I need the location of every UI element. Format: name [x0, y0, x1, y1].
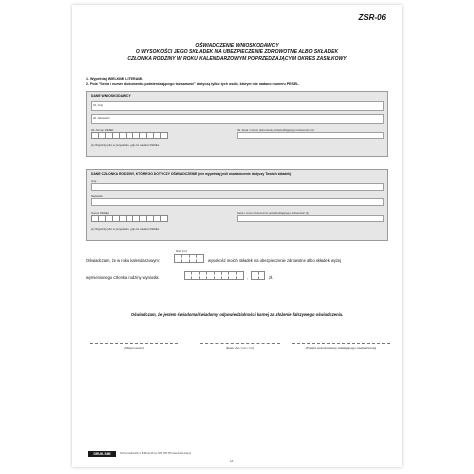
family-id-doc-label: Seria i numer dokumentu potwierdzającego tożsamość (1) [237, 211, 310, 215]
instruction-2: 2. Pola "Seria i numer dokumentu potwierdzającego tożsamość" dotyczą tylko tych osób, którym nie nadano numeru PESEL. [86, 82, 300, 86]
title-line-1: OŚWIADCZENIE WNIOSKODAWCY [195, 43, 279, 49]
family-first-name-field[interactable] [91, 183, 384, 191]
applicant-surname-label: 02. Nazwisko [93, 115, 110, 120]
applicant-first-name-field[interactable] [91, 101, 384, 111]
place-line[interactable] [90, 343, 178, 344]
currency-label: zł. [269, 275, 274, 280]
applicant-section [86, 91, 388, 157]
signature-label: (Podpis wnioskodawcy składającego oświadczenie) [305, 346, 377, 350]
publisher-logo: DRUK-SIM [88, 451, 116, 457]
year-label: Rok (rrrr) [176, 249, 188, 253]
form-page [72, 5, 402, 467]
comma-separator: , [247, 275, 249, 280]
applicant-pesel-label: 03. Numer PESEL [91, 128, 114, 132]
family-surname-field[interactable] [91, 198, 384, 206]
signature-line[interactable] [292, 343, 390, 344]
year-input[interactable] [174, 254, 204, 263]
page-number: 1/1 [230, 460, 234, 463]
form-title [72, 43, 402, 62]
date-label: (Data: dd / mm / rrrr) [225, 346, 255, 350]
family-section-title: DANE CZŁONKA RODZINY, KTÓREGO DOTYCZY OŚWIADCZENIE (nie wypełniaj jeśli oświadczenie dotyczy Twoich składek) [91, 172, 292, 176]
applicant-id-doc-field[interactable] [237, 132, 384, 139]
applicant-section-title: DANE WNIOSKODAWCY [91, 94, 131, 98]
date-line[interactable] [200, 343, 280, 344]
liability-statement: Oświadczam, że jestem świadoma/świadomy odpowiedzialności karnej za złożenie fałszywego oświadczenia. [130, 312, 344, 317]
amount-cents-input[interactable] [251, 271, 265, 280]
instruction-1: 1. Wypełniaj WIELKIMI LITERAMI. [86, 77, 144, 81]
family-pesel-label: Numer PESEL [91, 211, 110, 215]
applicant-pesel-input[interactable] [91, 132, 168, 139]
declaration-text-2: wysokość moich składek na ubezpieczenie zdrowotne albo składek wyżej [208, 258, 342, 263]
amount-input[interactable] [184, 271, 244, 280]
family-note: (1) Wypełnij tylko w przypadku, gdy nie nadano PESEL. [91, 227, 161, 231]
applicant-id-doc-label: 04. Seria i numer dokumentu potwierdzającego tożsamość (1) [237, 128, 314, 132]
family-section [86, 169, 388, 241]
family-pesel-input[interactable] [91, 215, 168, 222]
declaration-text-3: wymienionego członka rodziny wyniosła: [86, 275, 160, 280]
applicant-note: (1) Wypełnij tylko w przypadku, gdy nie nadano PESEL. [91, 143, 161, 147]
family-surname-label: Nazwisko [91, 194, 103, 198]
form-code: ZSR-06 [358, 13, 386, 22]
applicant-first-name-label: 01. Imię [93, 102, 103, 107]
place-label: (Miejscowość) [124, 346, 144, 350]
family-id-doc-field[interactable] [237, 215, 384, 222]
title-line-3: CZŁONKA RODZINY W ROKU KALENDARZOWYM POPRZEDZAJĄCYM OKRES ZASIŁKOWY [127, 55, 347, 62]
publisher-info: Szczecinek/Łódź ul. B.Bursa 9b tel. 606 789 705 www.druki-tutaj.pl [120, 452, 191, 455]
title-line-2: O WYSOKOŚCI JEGO SKŁADEK NA UBEZPIECZENIE ZDROWOTNE ALBO SKŁADEK [135, 49, 339, 56]
applicant-surname-field[interactable] [91, 114, 384, 124]
family-first-name-label: Imię [91, 179, 97, 183]
declaration-text-1: Oświadczam, że w roku kalendarzowym: [86, 258, 160, 263]
